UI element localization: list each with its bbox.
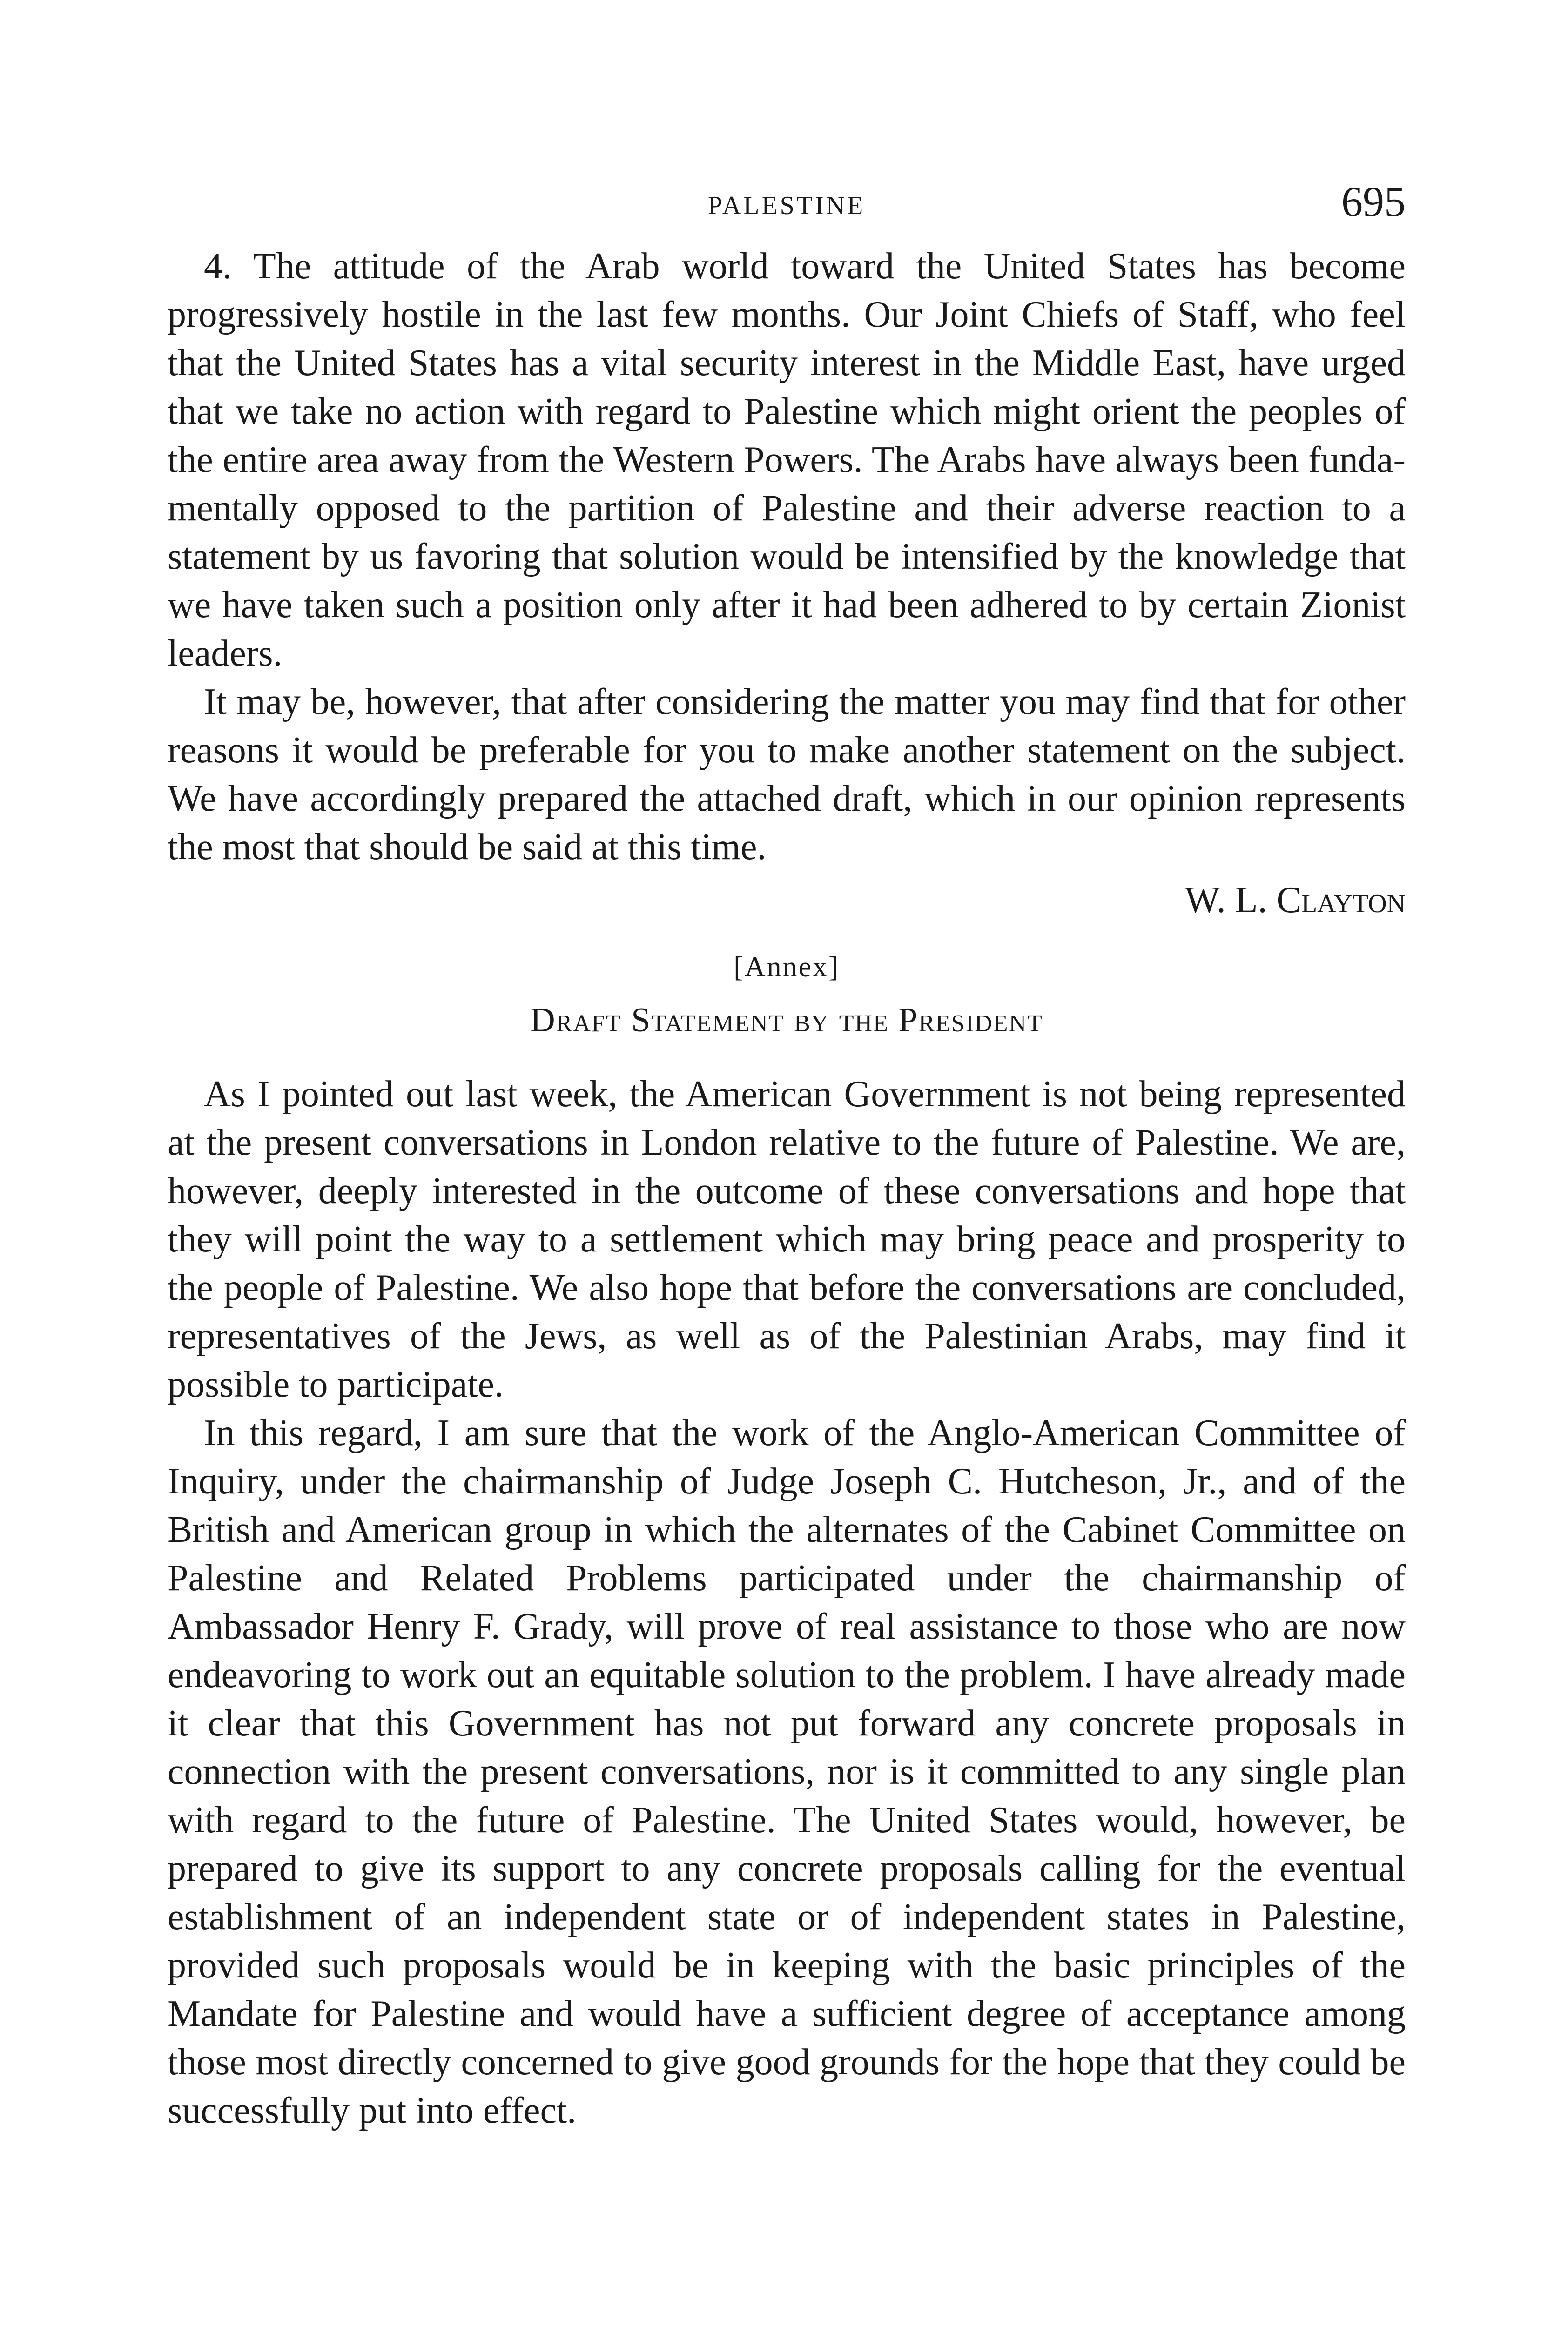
running-head [168, 177, 1406, 242]
draft-paragraph-1: As I pointed out last week, the American Government is not being represented at the present conversations in London relative to the future of Palestine. We are, however, deeply interested in the outcome of these conversations and hope that they will point the way to a settlement which may bring peace and prosperity to the people of Palestine. We also hope that before the conversations are concluded, representatives of the Jews, as well as of the Palestinian Arabs, may find it possible to participate. [168, 1074, 1406, 1405]
draft-paragraph-2: In this regard, I am sure that the work of the Anglo-American Committee of Inquiry, under the chairmanship of Judge Joseph C. Hutcheson, Jr., and of the British and American group in which the alternates of the Cabinet Committee on Palestine and Related Problems participated under the chairmanship of Ambassador Henry F. Grady, will prove of real assistance to those who are now endeavoring to work out an equitable solution to the problem. I have already made it clear that this Government has not put forward any concrete proposals in connection with the present conversations, nor is it committed to any single plan with regard to the future of Palestine. The United States would, however, be prepared to give its support to any concrete proposals calling for the eventual establishment of an independent state or of independent states in Palestine, provided such proposals would be in keeping with the basic principles of the Mandate for Palestine and would have a sufficient degree of acceptance among those most directly concerned to give good grounds for the hope that they could be successfully put into effect. [168, 1412, 1406, 2131]
draft-statement-heading: Draft Statement by the President [530, 1001, 1043, 1039]
memo-paragraph-closing: It may be, however, that after considering the matter you may find that for other reasons it would be preferable for you to make another statement on the subject. We have accordingly prepared the attached draft, which in our opinion represents the most that should be said at this time. [168, 681, 1406, 868]
running-title: PALESTINE [707, 191, 866, 220]
annex-label: [Annex] [734, 951, 840, 983]
page-number: 695 [1341, 178, 1406, 225]
document-page [168, 177, 1406, 2135]
signature: W. L. Clayton [1184, 880, 1406, 921]
memo-paragraph-4: 4. The attitude of the Arab world toward the United States has become progressively hostile in the last few months. Our Joint Chiefs of Staff, who feel that the United States has a vital security interest in the Middle East, have urged that we take no action with regard to Palestine which might orient the peoples of the entire area away from the Western Powers. The Arabs have always been fundamentally opposed to the partition of Palestine and their adverse reaction to a statement by us favoring that solution would be intensified by the knowledge that we have taken such a position only after it had been adhered to by certain Zionist leaders. [168, 246, 1406, 674]
